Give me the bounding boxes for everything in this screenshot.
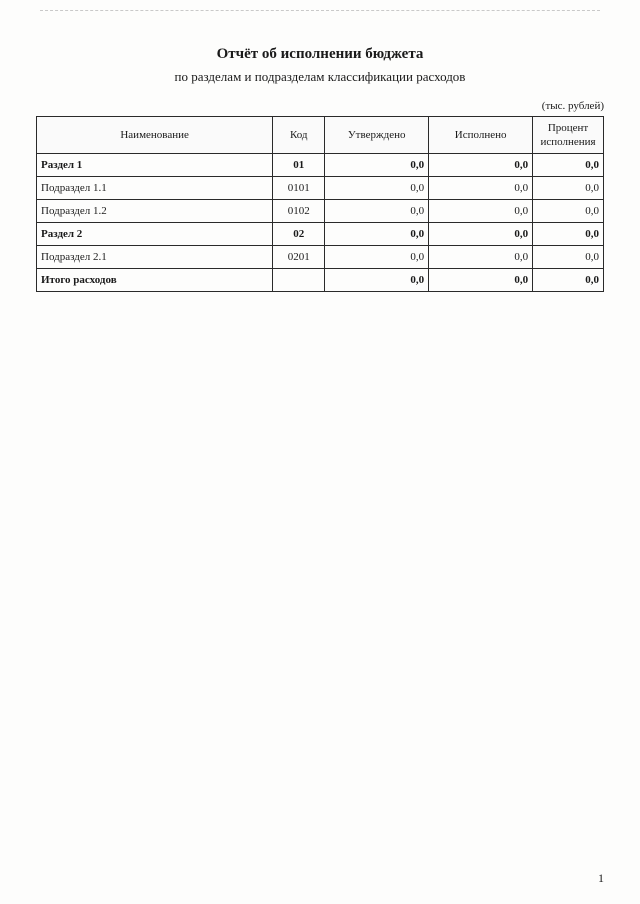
cell-code: 0101 bbox=[273, 177, 325, 200]
header-percent: Процент исполнения bbox=[533, 117, 604, 154]
cell-percent: 0,0 bbox=[533, 223, 604, 246]
header-name: Наименование bbox=[37, 117, 273, 154]
cell-name: Раздел 1 bbox=[37, 154, 273, 177]
table-row bbox=[37, 177, 604, 200]
table-row bbox=[37, 223, 604, 246]
table-row bbox=[37, 154, 604, 177]
cell-name: Итого расходов bbox=[37, 269, 273, 292]
cell-name: Подраздел 1.2 bbox=[37, 200, 273, 223]
cell-approved: 0,0 bbox=[325, 200, 429, 223]
document-title: Отчёт об исполнении бюджета bbox=[216, 46, 424, 62]
cell-percent: 0,0 bbox=[533, 246, 604, 269]
cell-percent: 0,0 bbox=[533, 177, 604, 200]
table-row bbox=[37, 269, 604, 292]
cell-actual: 0,0 bbox=[429, 154, 533, 177]
cell-name: Подраздел 2.1 bbox=[37, 246, 273, 269]
table-row bbox=[37, 246, 604, 269]
header-actual: Исполнено bbox=[429, 117, 533, 154]
table-row bbox=[37, 200, 604, 223]
document-subtitle: по разделам и подразделам классификации расходов bbox=[174, 69, 466, 84]
cell-actual: 0,0 bbox=[429, 177, 533, 200]
table-header-row bbox=[37, 117, 604, 154]
cell-approved: 0,0 bbox=[325, 246, 429, 269]
cell-code bbox=[273, 269, 325, 292]
cell-approved: 0,0 bbox=[325, 177, 429, 200]
page-number: 1 bbox=[598, 871, 604, 885]
cell-approved: 0,0 bbox=[325, 223, 429, 246]
cell-actual: 0,0 bbox=[429, 223, 533, 246]
table-body bbox=[37, 154, 604, 292]
cell-percent: 0,0 bbox=[533, 154, 604, 177]
cell-name: Раздел 2 bbox=[37, 223, 273, 246]
cell-name: Подраздел 1.1 bbox=[37, 177, 273, 200]
cell-code: 0102 bbox=[273, 200, 325, 223]
cell-code: 02 bbox=[273, 223, 325, 246]
header-approved: Утверждено bbox=[325, 117, 429, 154]
units-caption: (тыс. рублей) bbox=[541, 100, 604, 112]
cell-approved: 0,0 bbox=[325, 154, 429, 177]
cell-code: 0201 bbox=[273, 246, 325, 269]
cell-actual: 0,0 bbox=[429, 246, 533, 269]
cell-actual: 0,0 bbox=[429, 269, 533, 292]
cell-code: 01 bbox=[273, 154, 325, 177]
cell-approved: 0,0 bbox=[325, 269, 429, 292]
budget-table bbox=[36, 116, 604, 292]
cell-percent: 0,0 bbox=[533, 269, 604, 292]
header-code: Код bbox=[273, 117, 325, 154]
scan-edge bbox=[40, 10, 600, 13]
cell-actual: 0,0 bbox=[429, 200, 533, 223]
cell-percent: 0,0 bbox=[533, 200, 604, 223]
